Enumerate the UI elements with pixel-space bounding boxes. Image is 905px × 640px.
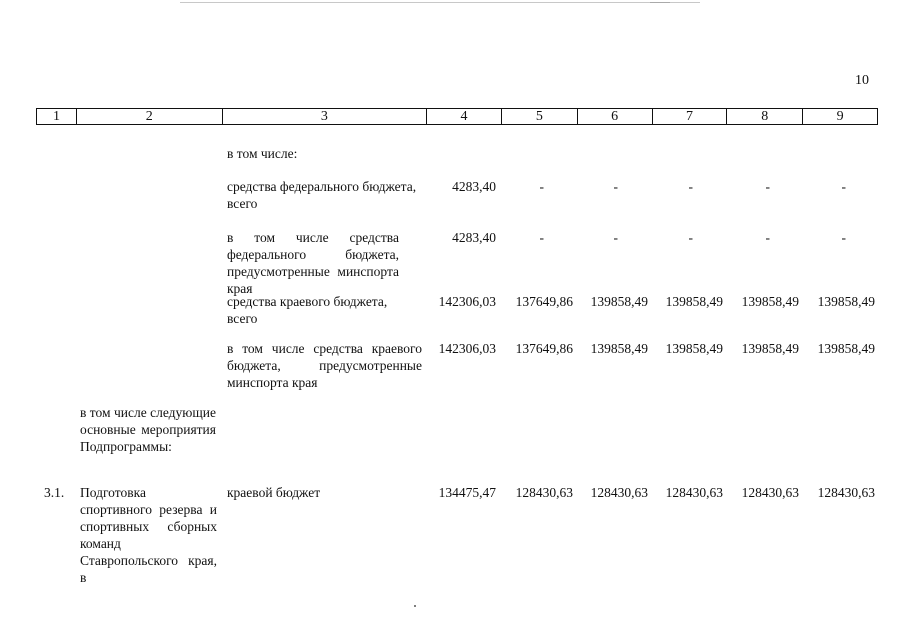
value-col-6: 139858,49 [590,341,648,356]
column-header-6: 6 [578,109,653,124]
value-col-4: 142306,03 [438,341,496,356]
value-col-5: 128430,63 [515,485,573,500]
value-col-7: - [688,179,693,194]
column-header-3: 3 [223,109,428,124]
column-header-1: 1 [37,109,77,124]
row-label: средства федерального бюджета, всего [227,179,417,211]
item-number: 3.1. [44,485,65,500]
value-col-4: 4283,40 [452,179,496,194]
funding-source: краевой бюджет [227,485,321,500]
value-col-5: - [539,230,544,245]
value-col-6: 139858,49 [590,294,648,309]
value-col-5: 137649,86 [515,341,573,356]
value-col-8: - [765,230,770,245]
value-col-5: 137649,86 [515,294,573,309]
column-header-4: 4 [427,109,502,124]
scan-artifact-line [650,2,670,3]
value-col-7: - [688,230,693,245]
column-header-7: 7 [653,109,728,124]
column-header-8: 8 [727,109,803,124]
subheading: в том числе следующие основные мероприятия Подпрограммы: [80,405,216,454]
value-col-8: 139858,49 [741,341,799,356]
column-header-5: 5 [502,109,578,124]
value-col-8: 139858,49 [741,294,799,309]
value-col-8: 128430,63 [741,485,799,500]
value-col-4: 142306,03 [438,294,496,309]
row-label: в том числе средства федерального бюджета, предусмотренные минспорта края [227,230,399,296]
value-col-6: - [613,230,618,245]
row-label: в том числе: [227,146,298,161]
value-col-9: - [841,179,846,194]
row-label: средства краевого бюджета, всего [227,294,388,326]
value-col-7: 139858,49 [665,294,723,309]
value-col-5: - [539,179,544,194]
value-col-6: 128430,63 [590,485,648,500]
column-number-header [36,108,878,125]
column-header-2: 2 [77,109,223,124]
value-col-7: 139858,49 [665,341,723,356]
value-col-9: 139858,49 [817,341,875,356]
scan-speck [414,605,416,607]
scan-artifact-line [180,2,700,3]
value-col-4: 4283,40 [452,230,496,245]
page-number: 10 [855,73,869,88]
row-label: в том числе средства краевого бюджета, предусмотренные минспорта края [227,341,422,390]
item-name: Подготовка спортивного резерва и спортивных сборных команд Ставропольского края, в [80,485,217,585]
value-col-7: 128430,63 [665,485,723,500]
value-col-4: 134475,47 [438,485,496,500]
value-col-9: 128430,63 [817,485,875,500]
value-col-6: - [613,179,618,194]
value-col-9: - [841,230,846,245]
column-header-9: 9 [836,109,844,124]
value-col-8: - [765,179,770,194]
value-col-9: 139858,49 [817,294,875,309]
